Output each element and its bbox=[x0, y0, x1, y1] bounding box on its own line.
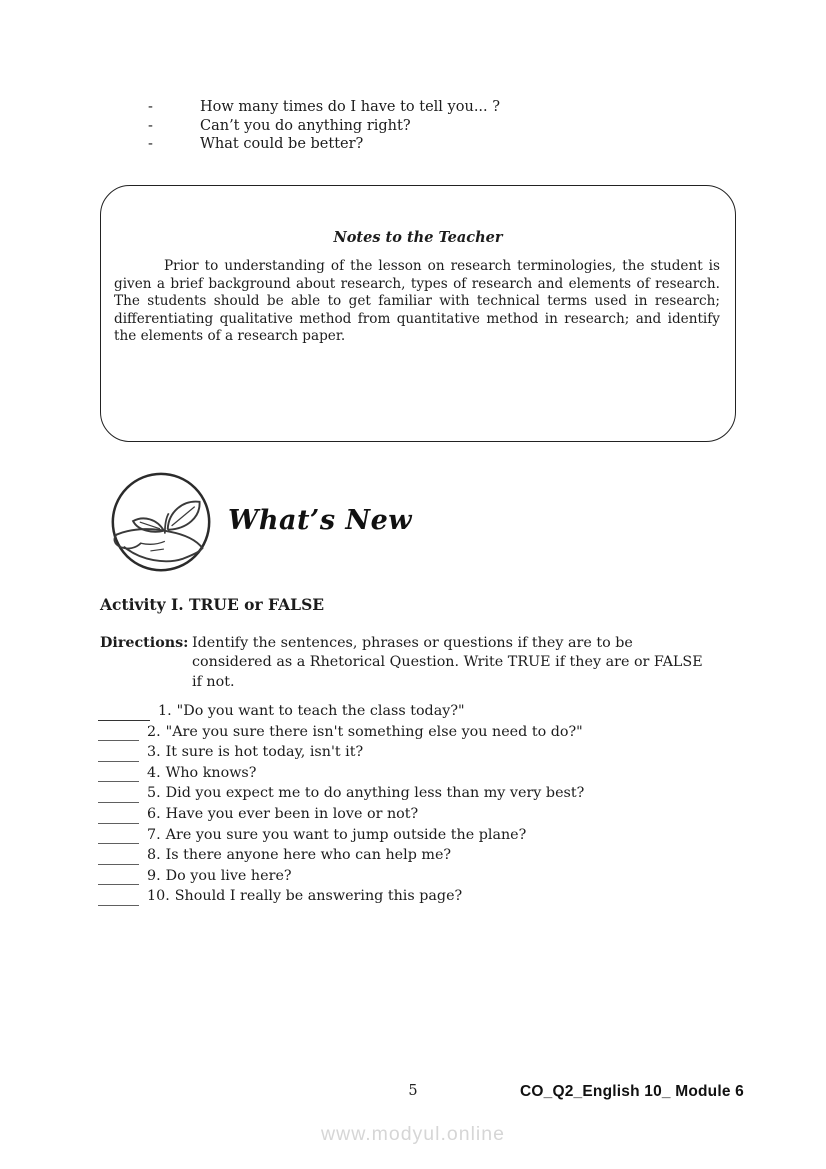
intro-question-text: Can’t you do anything right? bbox=[200, 117, 411, 134]
intro-question-list bbox=[148, 98, 500, 154]
item-number: 8. bbox=[147, 847, 161, 864]
directions-label: Directions: bbox=[100, 635, 189, 651]
item-text: Have you ever been in love or not? bbox=[165, 805, 419, 822]
true-false-list bbox=[98, 703, 584, 909]
dash-bullet: - bbox=[148, 99, 153, 115]
answer-blank bbox=[98, 761, 139, 762]
watermark: www.modyul.online bbox=[321, 1123, 505, 1145]
item-text: Is there anyone here who can help me? bbox=[165, 847, 452, 864]
module-code: CO_Q2_English 10_ Module 6 bbox=[520, 1083, 744, 1100]
activity-heading: Activity I. TRUE or FALSE bbox=[100, 595, 325, 614]
item-number: 2. bbox=[147, 723, 161, 740]
list-item bbox=[98, 827, 584, 848]
notes-box-title: Notes to the Teacher bbox=[333, 229, 503, 246]
item-number: 7. bbox=[147, 826, 161, 843]
item-text: "Do you want to teach the class today?" bbox=[176, 703, 465, 719]
item-text: It sure is hot today, isn't it? bbox=[165, 744, 364, 761]
answer-blank bbox=[98, 823, 139, 824]
dash-bullet: - bbox=[148, 117, 153, 134]
answer-blank bbox=[98, 843, 139, 844]
answer-blank bbox=[98, 905, 139, 906]
item-number: 4. bbox=[147, 764, 161, 781]
item-text: Should I really be answering this page? bbox=[174, 888, 463, 905]
list-item bbox=[98, 806, 584, 827]
answer-blank bbox=[98, 884, 139, 885]
intro-question-text: What could be better? bbox=[200, 136, 364, 152]
directions-line: considered as a Rhetorical Question. Write TRUE if they are or FALSE bbox=[192, 654, 703, 671]
directions-text bbox=[192, 634, 703, 692]
list-item bbox=[98, 744, 584, 765]
list-item bbox=[98, 765, 584, 786]
directions bbox=[100, 634, 703, 692]
answer-blank bbox=[98, 864, 139, 865]
item-text: "Are you sure there isn't something else you need to do?" bbox=[165, 723, 583, 740]
list-item bbox=[98, 888, 584, 909]
answer-blank bbox=[98, 740, 139, 741]
item-text: Are you sure you want to jump outside the plane? bbox=[165, 826, 527, 843]
notes-to-teacher-box bbox=[100, 185, 736, 442]
directions-line: Identify the sentences, phrases or questions if they are to be bbox=[192, 635, 633, 651]
answer-blank bbox=[98, 781, 139, 782]
intro-question bbox=[148, 117, 500, 136]
item-text: Did you expect me to do anything less than my very best? bbox=[165, 785, 585, 802]
item-number: 6. bbox=[147, 805, 161, 822]
answer-blank bbox=[98, 720, 150, 721]
item-number: 9. bbox=[147, 867, 161, 884]
section-title: What’s New bbox=[228, 505, 413, 536]
item-number: 1. bbox=[158, 703, 172, 719]
item-number: 5. bbox=[147, 785, 161, 802]
intro-question bbox=[148, 135, 500, 154]
list-item bbox=[98, 724, 584, 745]
item-number: 3. bbox=[147, 744, 161, 761]
list-item bbox=[98, 785, 584, 806]
hand-seedling-icon bbox=[108, 470, 214, 576]
intro-question bbox=[148, 98, 500, 117]
item-text: Who knows? bbox=[165, 764, 257, 781]
item-number: 10. bbox=[147, 888, 170, 905]
intro-question-text: How many times do I have to tell you... ? bbox=[200, 99, 501, 115]
list-item bbox=[98, 868, 584, 889]
list-item bbox=[98, 847, 584, 868]
notes-box-body: Prior to understanding of the lesson on research terminologies, the student is given a brief background about research, types of research and elements of research. The students should be able to get familiar with technical terms used in research; differentiating qualitative method from quantitative method in research; and identify the elements of a research paper. bbox=[114, 258, 720, 345]
answer-blank bbox=[98, 802, 139, 803]
page-number: 5 bbox=[408, 1083, 418, 1099]
item-text: Do you live here? bbox=[165, 867, 292, 884]
directions-line: if not. bbox=[192, 673, 235, 690]
list-item bbox=[98, 703, 584, 724]
dash-bullet: - bbox=[148, 136, 153, 152]
